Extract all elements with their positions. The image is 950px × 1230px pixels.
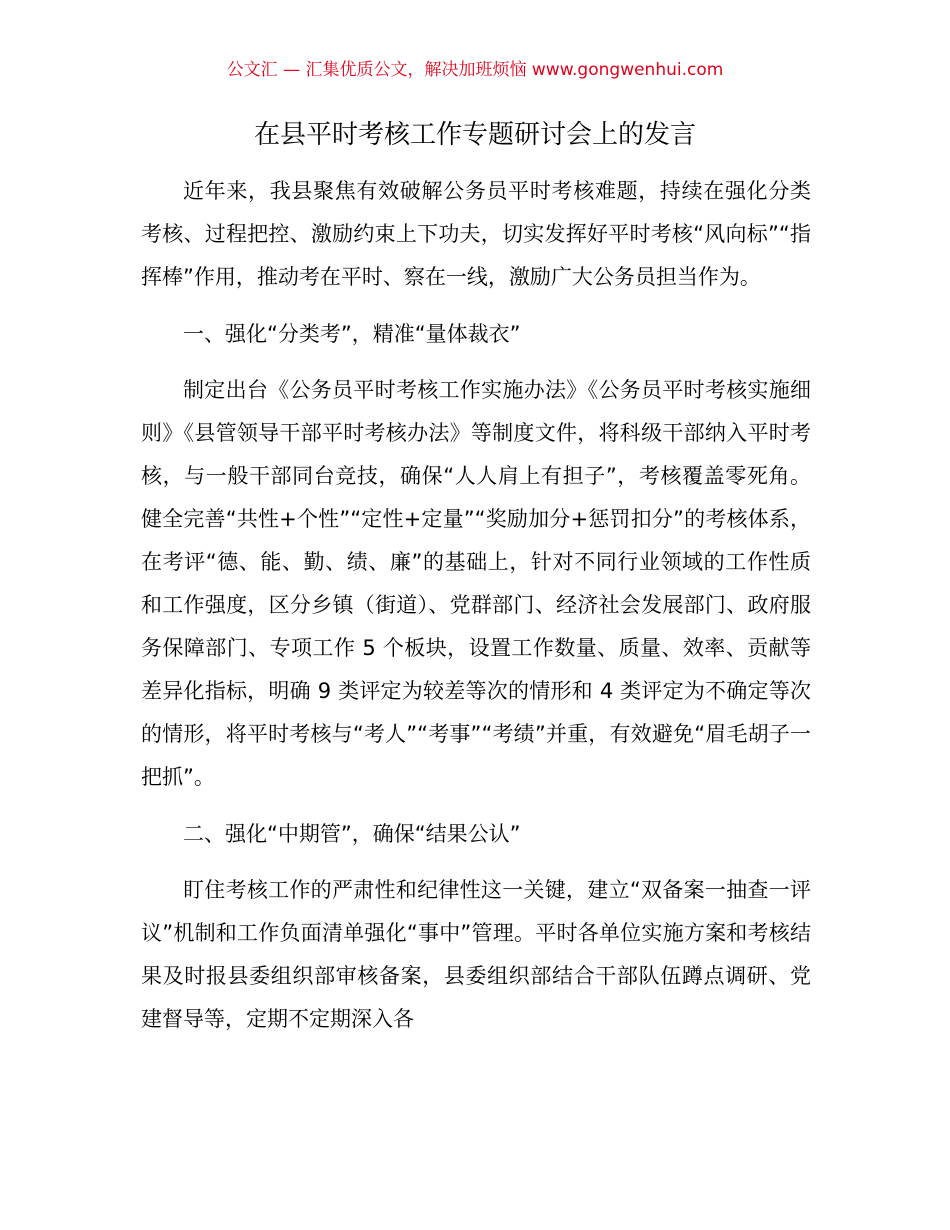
site-banner: 公文汇 — 汇集优质公文，解决加班烦恼 www.gongwenhui.com (226, 60, 724, 80)
document-title: 在县平时考核工作专题研讨会上的发言 (253, 120, 696, 150)
body-paragraph: 盯住考核工作的严肃性和纪律性这一关键，建立“双备案一抽查一评议”机制和工作负面清单强化“事中”管理。平时各单位实施方案和考核结果及时报县委组织部审核备案，县委组织部结合干部队伍蹲点调研、党建督导等，定期不定期深入各 (141, 878, 811, 1031)
body-paragraph: 制定出台《公务员平时考核工作实施办法》《公务员平时考核实施细则》《县管领导干部平时考核办法》等制度文件，将科级干部纳入平时考核，与一般干部同台竞技，确保“人人肩上有担子”，考核覆盖零死角。健全完善“共性+个性”“定性+定量”“奖励加分+惩罚扣分”的考核体系，在考评“德、能、勤、绩、廉”的基础上，针对不同行业领域的工作性质和工作强度，区分乡镇（街道）、党群部门、经济社会发展部门、政府服务保障部门、专项工作 5 个板块，设置工作数量、质量、效率、贡献等差异化指标，明确 9 类评定为较差等次的情形和 4 类评定为不确定等次的情形，将平时考核与“考人”“考事”“考绩”并重，有效避免“眉毛胡子一把抓”。 (141, 378, 811, 789)
intro-paragraph: 近年来，我县聚焦有效破解公务员平时考核难题，持续在强化分类考核、过程把控、激励约束上下功夫，切实发挥好平时考核“风向标”“指挥棒”作用，推动考在平时、察在一线，激励广大公务员担当作为。 (141, 179, 811, 289)
section-heading-2: 二、强化“中期管”，确保“结果公认” (183, 822, 521, 846)
section-heading-1: 一、强化“分类考”，精准“量体裁衣” (183, 322, 521, 346)
document-body (141, 170, 811, 1055)
